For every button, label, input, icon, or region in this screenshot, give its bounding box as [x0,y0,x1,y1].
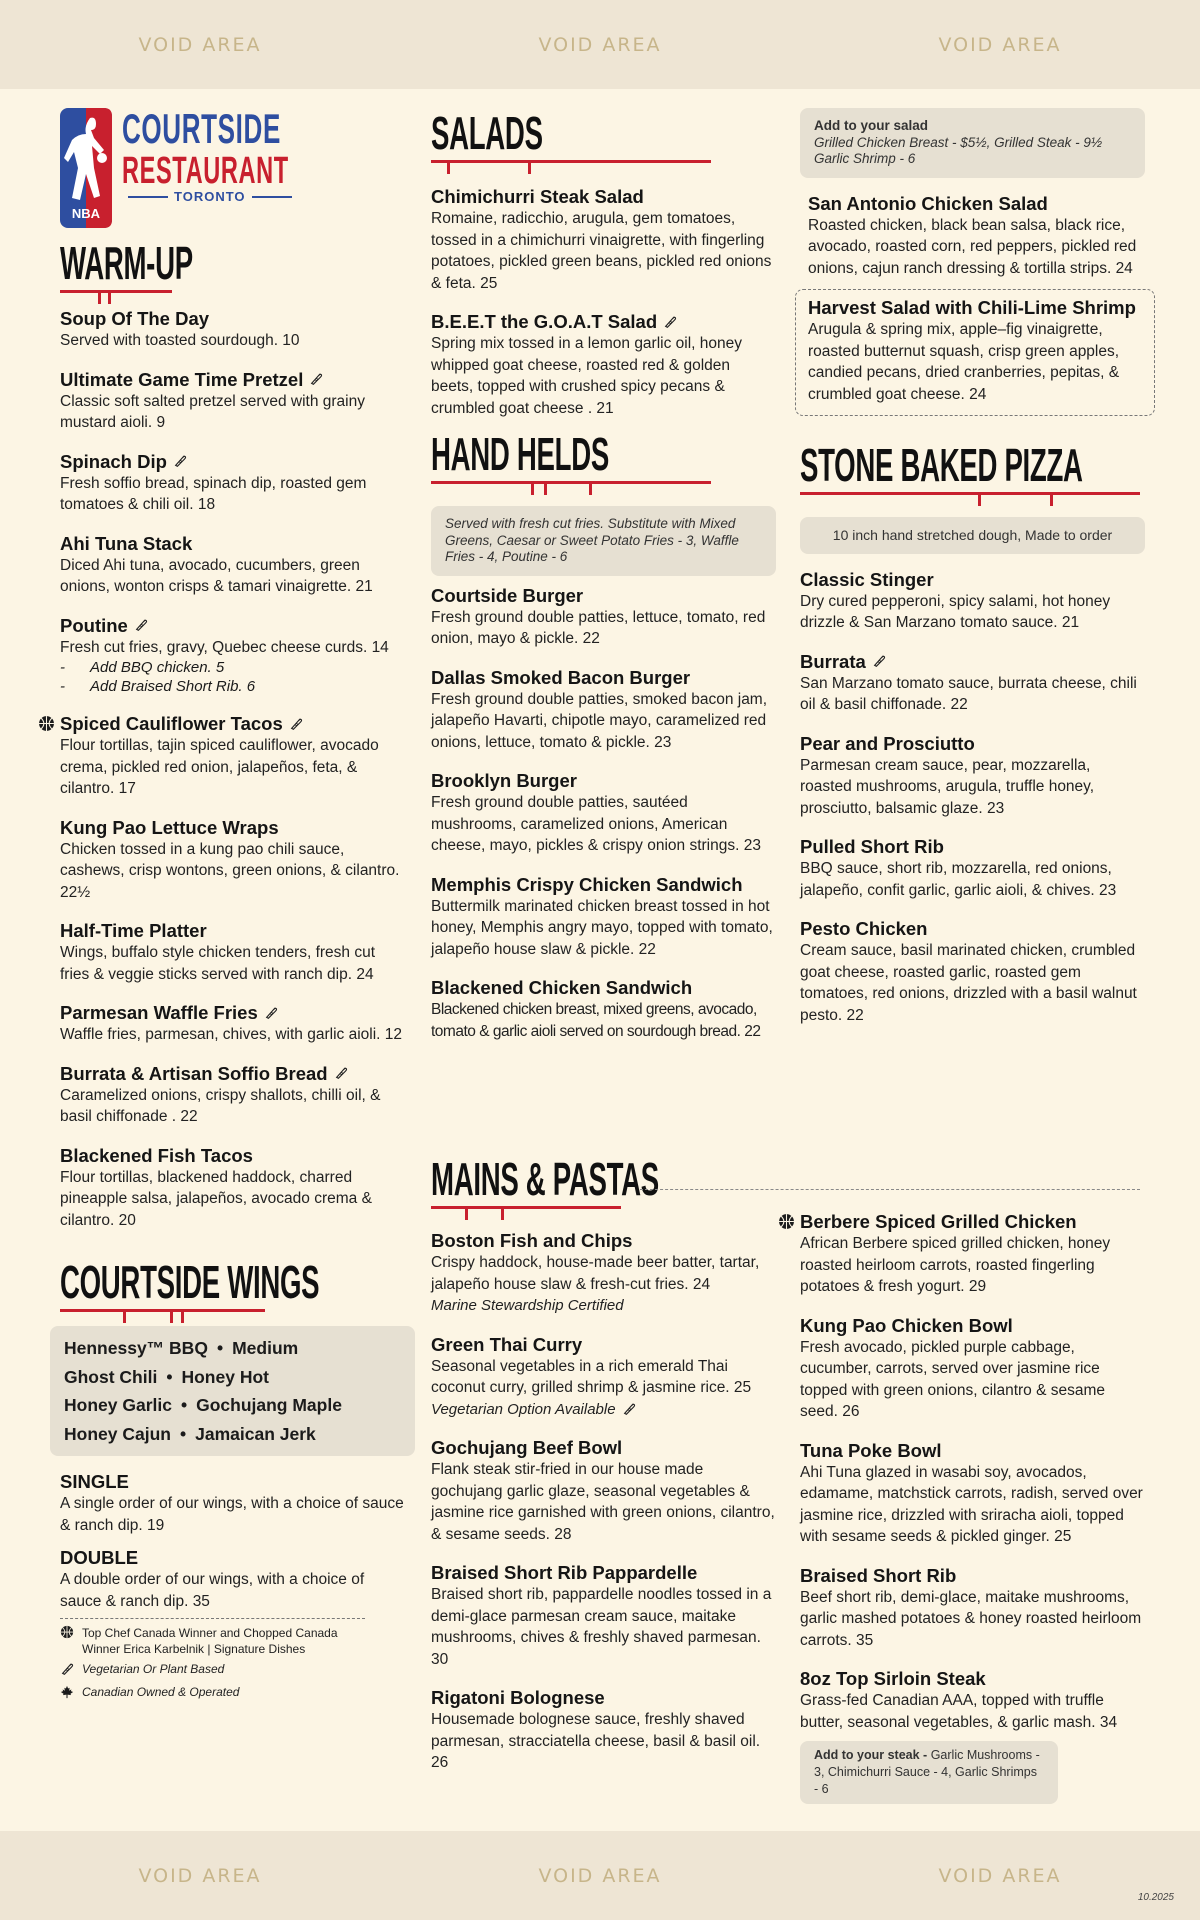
void-label: VOID AREA [938,1864,1062,1887]
section-rule [60,1309,265,1312]
item-name: Pesto Chicken [800,918,928,939]
void-label: VOID AREA [138,1864,262,1887]
vegetarian-icon [334,1066,348,1080]
item-desc: Buttermilk marinated chicken breast tossed in hot honey, Memphis angry mayo, topped with tomato, jalapeño house slaw & pickle. 22 [431,897,773,958]
vegetarian-icon [173,454,187,468]
void-label: VOID AREA [538,1864,662,1887]
signature-dish-icon [778,1213,795,1230]
handhelds-note: Served with fresh cut fries. Substitute with Mixed Greens, Caesar or Sweet Potato Fries - 3, Waffle Fries - 4, Poutine - 6 [431,506,776,576]
menu-item [60,712,405,800]
section-rule [431,1206,621,1209]
nba-logo-icon [60,108,112,228]
wing-flavors-box [50,1326,415,1456]
item-desc: Fresh ground double patties, sautéed mushrooms, caramelized onions, American cheese, mayo, pickles & crispy onion strings. 23 [431,794,761,854]
salad-addon-line2: Garlic Shrimp - 6 [814,151,916,166]
item-desc: Fresh ground double patties, lettuce, tomato, red onion, mayo & pickle. 22 [431,608,766,647]
vegetarian-icon [60,1662,74,1676]
vegetarian-icon [309,372,323,386]
steak-addon-text: Garlic Mushrooms - 3, Chimichurri Sauce - 4, Garlic Shrimps - 6 [814,1748,1040,1796]
wings-title: COURTSIDE WINGS [60,1256,320,1308]
item-name: Braised Short Rib Pappardelle [431,1562,698,1583]
menu-item [60,450,405,516]
flavor-row [64,1420,401,1449]
steak-addon-box [800,1741,1058,1804]
pizza-note: 10 inch hand stretched dough, Made to order [800,517,1145,554]
menu-item [60,1062,405,1128]
item-name: DOUBLE [60,1547,139,1568]
wings-section-header [60,1257,405,1312]
void-label: VOID AREA [538,33,662,56]
item-desc: Housemade bolognese sauce, freshly shaved parmesan, stracciatella cheese, basil & basil oil. 26 [431,1711,761,1771]
item-name: Kung Pao Chicken Bowl [800,1314,1013,1336]
item-name: Memphis Crispy Chicken Sandwich [431,873,743,895]
item-name: Parmesan Waffle Fries [60,1002,258,1023]
menu-item [60,532,405,598]
menu-item [800,917,1145,1026]
item-desc: Fresh cut fries, gravy, Quebec cheese curds. 14 [60,638,389,656]
legend-chef-line1: Top Chef Canada Winner and Chopped Canada [82,1626,338,1640]
item-note: Marine Stewardship Certified [431,1297,624,1314]
warmup-list [60,307,405,1231]
flavor-name: Medium [232,1338,299,1358]
item-desc: Cream sauce, basil marinated chicken, crumbled goat cheese, roasted garlic, roasted gem tomatoes, red onions, drizzled with a basil walnut pesto. 22 [800,942,1137,1024]
salad-addon-title: Add to your salad [814,118,929,133]
mains-left-column [431,1154,776,1790]
menu-item [800,1564,1145,1652]
item-name: Braised Short Rib [800,1564,957,1586]
handhelds-title: HAND HELDS [431,428,609,480]
item-name: Pear and Prosciutto [800,732,975,754]
pizza-title: STONE BAKED PIZZA [800,439,1083,491]
item-desc: Classic soft salted pretzel served with grainy mustard aioli. 9 [60,392,365,431]
item-name: Blackened Chicken Sandwich [431,977,693,998]
menu-item [60,919,405,985]
item-name: Tuna Poke Bowl [800,1439,942,1461]
logo-line1: COURTSIDE [122,105,281,152]
flavor-name: Honey Garlic [64,1395,172,1415]
menu-item [808,192,1145,280]
menu-item [60,614,405,697]
item-desc: African Berbere spiced grilled chicken, honey roasted heirloom carrots, roasted fingerling potatoes & fresh yogurt. 29 [800,1235,1111,1295]
bottom-void-band [0,1831,1200,1920]
item-desc: Parmesan cream sauce, pear, mozzarella, roasted mushrooms, arugula, truffle honey, prosciutto, balsamic glaze. 23 [800,756,1095,817]
item-desc: Caramelized onions, crispy shallots, chilli oil, & basil chiffonade . 22 [60,1086,381,1125]
menu-item [431,1436,776,1545]
item-desc: Diced Ahi tuna, avocado, cucumbers, green onions, wonton crisps & tamari vinaigrette. 21 [60,556,373,595]
menu-item [431,1561,776,1670]
menu-item [431,584,776,650]
addon-text: Add BBQ chicken. 5 [90,659,225,676]
legend-chef-line2: Winner Erica Karbelnik | Signature Dishes [82,1642,306,1656]
item-name: Harvest Salad with Chili-Lime Shrimp [808,297,1136,318]
item-desc: Flour tortillas, blackened haddock, charred pineapple salsa, jalapeños, avocado crema & cilantro. 20 [60,1168,372,1229]
steak-addon-title: Add to your steak - [814,1748,928,1762]
flavor-name: Honey Cajun [64,1423,171,1444]
menu-item [431,1229,776,1317]
item-desc: Ahi Tuna glazed in wasabi soy, avocados, edamame, matchstick carrots, radish, served over jasmine rice, drizzled with sriracha aioli, topped with sesame seeds & pickled ginger. 25 [800,1463,1143,1545]
section-rule [60,290,172,293]
separator-dot: • [180,1395,188,1415]
warmup-title: WARM-UP [60,237,193,289]
item-desc: BBQ sauce, short rib, mozzarella, red onions, jalapeño, confit garlic, garlic aioli, & chives. 23 [800,860,1117,899]
top-void-band [0,0,1200,89]
wings-double [60,1546,405,1612]
signature-dish-icon [60,1625,74,1639]
menu-item [431,185,776,294]
item-name: Gochujang Beef Bowl [431,1437,623,1458]
left-column [60,105,405,1703]
void-label: VOID AREA [138,33,262,56]
flavor-name: Jamaican Jerk [195,1423,316,1444]
item-name: Poutine [60,614,128,636]
item-name: Green Thai Curry [431,1333,583,1355]
featured-menu-item [795,289,1155,416]
item-desc: Waffle fries, parmesan, chives, with garlic aioli. 12 [60,1026,402,1043]
item-name: Soup Of The Day [60,308,210,329]
item-name: Half-Time Platter [60,920,207,941]
salads-section-header [431,108,776,163]
vegetarian-icon [872,654,886,668]
menu-item [431,310,776,419]
item-desc: Flour tortillas, tajin spiced cauliflower, avocado crema, pickled red onion, jalapeños, feta, & cilantro. 17 [60,737,379,797]
item-desc: Beef short rib, demi-glace, maitake mushrooms, garlic mashed potatoes & honey roasted heirloom carrots. 35 [800,1588,1142,1649]
item-name: Kung Pao Lettuce Wraps [60,816,279,838]
vegetarian-icon [134,618,148,632]
item-name: Brooklyn Burger [431,770,577,791]
flavor-name: Hennessy™ BBQ [64,1338,208,1358]
menu-item [431,1333,776,1421]
middle-column [431,108,776,1058]
item-name: Ultimate Game Time Pretzel [60,368,304,390]
flavor-row [64,1363,401,1392]
item-name: Classic Stinger [800,568,934,590]
vegetarian-icon [622,1402,636,1416]
legend-veg: Vegetarian Or Plant Based [82,1662,225,1676]
item-desc: A single order of our wings, with a choice of sauce & ranch dip. 19 [60,1495,404,1534]
addon-text: Add Braised Short Rib. 6 [90,678,256,695]
item-name: Spinach Dip [60,450,167,472]
item-desc: Crispy haddock, house-made beer batter, tartar, jalapeño house slaw & fresh-cut fries. 24 [431,1254,760,1293]
item-desc: Seasonal vegetables in a rich emerald Thai coconut curry, grilled shrimp & jasmine rice. 25 [431,1357,752,1396]
item-desc: Roasted chicken, black bean salsa, black rice, avocado, roasted corn, red peppers, pickled red onions, cajun ranch dressing & tortilla strips. 24 [808,216,1137,277]
mains-right-column [800,1210,1145,1804]
vegetarian-icon [264,1006,278,1020]
item-desc: Grass-fed Canadian AAA, topped with truffle butter, seasonal vegetables, & garlic mash. 34 [800,1692,1118,1731]
menu-item [800,650,1145,716]
menu-item [800,835,1145,901]
menu-item [431,976,776,1042]
menu-item [431,769,776,857]
menu-item [800,1439,1145,1548]
handhelds-section-header [431,429,776,484]
menu-item [800,732,1145,820]
item-name: 8oz Top Sirloin Steak [800,1668,986,1689]
flavor-name: Gochujang Maple [196,1395,342,1415]
item-desc: Fresh soffio bread, spinach dip, roasted gem tomatoes & chili oil. 18 [60,474,367,513]
item-desc: Fresh avocado, pickled purple cabbage, cucumber, carrots, served over jasmine rice topped with green onions, cilantro & sesame seed. 26 [800,1338,1106,1420]
item-desc: Chicken tossed in a kung pao chili sauce, cashews, crisp wontons, green onions, & cilantro. 22½ [60,840,400,901]
item-name: Burrata [800,650,866,672]
addon-dash: - [60,659,65,676]
logo-line2: RESTAURANT [122,150,289,192]
pizza-section-header [800,440,1145,495]
item-desc: Braised short rib, pappardelle noodles tossed in a demi-glace parmesan cream sauce, maitake mushrooms, chives & freshly shaved parmesan. 30 [431,1586,772,1668]
item-name: Ahi Tuna Stack [60,532,193,554]
void-label: VOID AREA [938,33,1062,56]
menu-item [431,666,776,754]
item-name: Chimichurri Steak Salad [431,186,644,207]
item-desc: Fresh ground double patties, smoked bacon jam, jalapeño Havarti, chipotle mayo, caramelized red onions, lettuce, tomato & pickle. 23 [431,690,768,751]
menu-item [60,307,405,352]
menu-item [60,816,405,904]
nba-badge-text: NBA [71,206,101,221]
salad-addon-box [800,108,1145,178]
item-name: Spiced Cauliflower Tacos [60,713,283,734]
menu-item [431,873,776,961]
flavor-name: Honey Hot [181,1366,269,1387]
item-desc: Arugula & spring mix, apple–fig vinaigrette, roasted butternut squash, crisp green apples, candied pecans, dried cranberries, pepitas, & crumbled goat cheese. 24 [808,321,1120,403]
item-desc: Spring mix tossed in a lemon garlic oil, honey whipped goat cheese, roasted red & golden beets, topped with crushed spicy pecans & crumbled goat cheese . 21 [431,335,743,417]
separator-dot: • [166,1366,173,1387]
flavor-row [64,1334,401,1363]
vegetarian-icon [663,315,677,329]
legend [60,1618,365,1703]
item-name: Courtside Burger [431,584,584,606]
item-name: Boston Fish and Chips [431,1230,633,1251]
item-name: Berbere Spiced Grilled Chicken [800,1211,1077,1232]
item-name: Burrata & Artisan Soffio Bread [60,1062,328,1084]
item-desc: Wings, buffalo style chicken tenders, fresh cut fries & veggie sticks served with ranch dip. 24 [60,944,376,983]
item-name: B.E.E.T the G.O.A.T Salad [431,311,658,332]
menu-item [800,1210,1145,1298]
flavor-row [64,1391,401,1420]
right-column [800,108,1145,1042]
item-name: Dallas Smoked Bacon Burger [431,666,691,688]
menu-item [60,1144,405,1232]
menu-item [431,1686,776,1774]
item-name: Blackened Fish Tacos [60,1144,253,1166]
menu-item [60,368,405,434]
poutine-addon [60,658,405,677]
logo-city-label: TORONTO [174,189,246,204]
addon-dash: - [60,678,65,695]
item-desc: Served with toasted sourdough. 10 [60,332,300,349]
section-rule [800,492,1140,495]
mains-section-header [431,1154,776,1209]
section-rule [431,160,711,163]
menu-item [800,1314,1145,1423]
menu-item [800,568,1145,634]
menu-item [800,1667,1145,1733]
separator-dot: • [179,1423,187,1444]
item-desc: Blackened chicken breast, mixed greens, avocado, tomato & garlic aioli served on sourdough bread. 22 [431,1001,761,1040]
mains-dashed-divider [640,1189,1140,1190]
item-desc: Flank steak stir-fried in our house made gochujang garlic glaze, seasonal vegetables & jasmine rice garnished with green onions, cilantro, & sesame seeds. 28 [431,1461,775,1543]
menu-item [60,1001,405,1046]
warmup-section-header [60,238,405,293]
item-desc: A double order of our wings, with a choice of sauce & ranch dip. 35 [60,1571,365,1610]
item-desc: San Marzano tomato sauce, burrata cheese, chili oil & basil chiffonade. 22 [800,674,1137,713]
item-desc: Romaine, radicchio, arugula, gem tomatoes, tossed in a chimichurri vinaigrette, with fingerling potatoes, pickled green beans, pickled red onions & feta. 25 [431,210,772,292]
restaurant-logo [60,105,405,228]
maple-leaf-icon [60,1685,74,1699]
item-name: Rigatoni Bolognese [431,1687,605,1708]
item-name: SINGLE [60,1471,129,1492]
item-name: Pulled Short Rib [800,836,944,857]
legend-canada: Canadian Owned & Operated [82,1685,240,1699]
section-rule [431,481,711,484]
flavor-name: Ghost Chili [64,1366,158,1387]
wings-single [60,1470,405,1536]
item-note: Vegetarian Option Available [431,1400,616,1418]
item-name: San Antonio Chicken Salad [808,192,1048,214]
separator-dot: • [216,1338,224,1358]
salad-addon-line1: Grilled Chicken Breast - $5½, Grilled Steak - 9½ [814,134,1103,150]
signature-dish-icon [38,715,55,732]
salads-title: SALADS [431,107,543,159]
item-desc: Dry cured pepperoni, spicy salami, hot honey drizzle & San Marzano tomato sauce. 21 [800,592,1111,631]
poutine-addon [60,677,405,696]
vegetarian-icon [289,717,303,731]
version-code: 10.2025 [1137,1892,1174,1903]
mains-title: MAINS & PASTAS [431,1153,659,1205]
